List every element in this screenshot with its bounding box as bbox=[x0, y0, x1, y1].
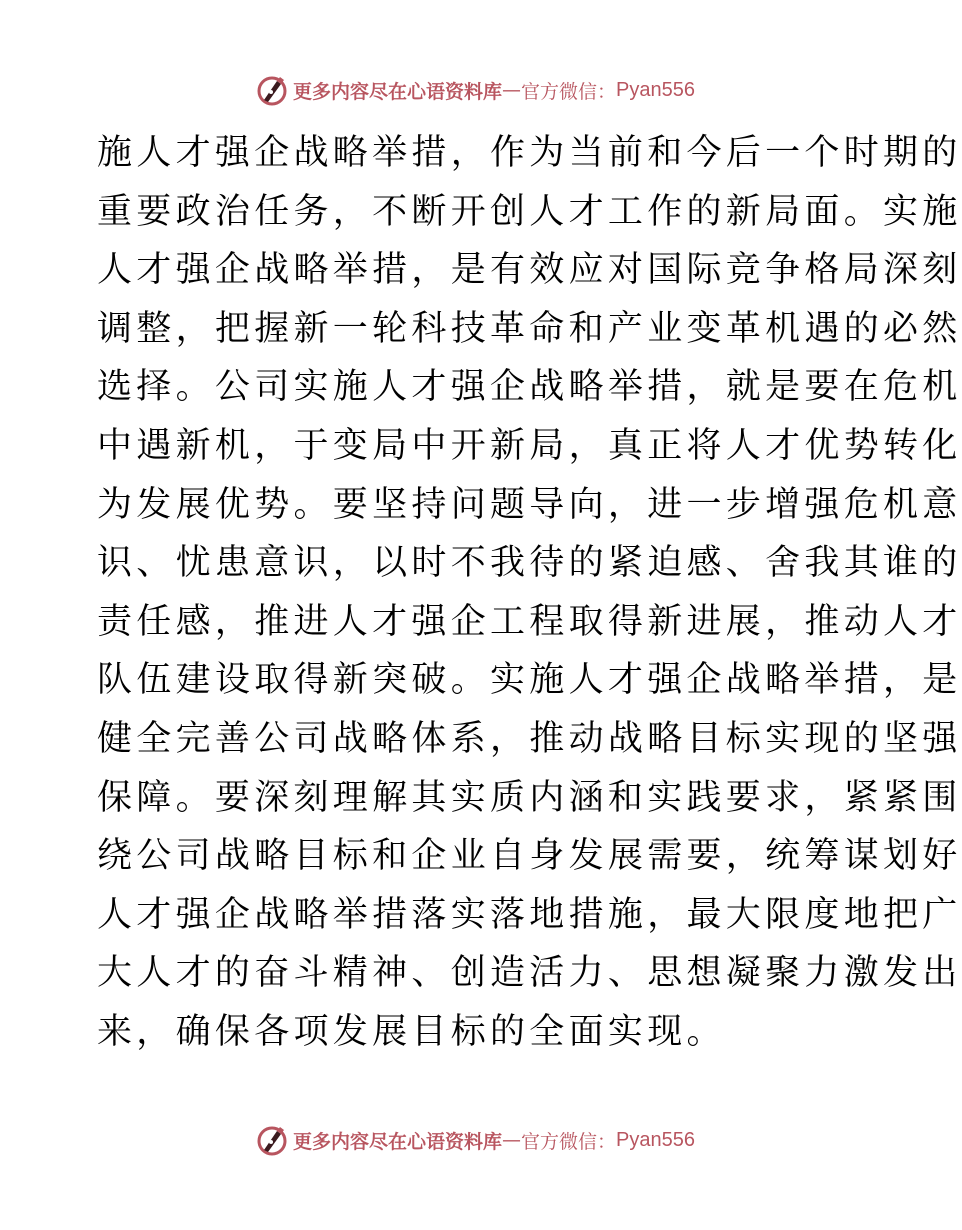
footer-dash: — bbox=[502, 1129, 522, 1151]
header-promo-text: 更多内容尽在心语资料库 bbox=[293, 80, 503, 103]
pen-logo-icon bbox=[255, 1123, 289, 1157]
body-paragraph bbox=[97, 124, 962, 1062]
header-wechat-id: Pyan556 bbox=[616, 78, 695, 101]
footer-promo-text: 更多内容尽在心语资料库 bbox=[293, 1130, 503, 1153]
body-line: 中遇新机，于变局中开新局，真正将人才优势转化 bbox=[97, 425, 962, 466]
header-banner bbox=[0, 70, 950, 110]
body-line: 保障。要深刻理解其实质内涵和实践要求，紧紧围 bbox=[97, 777, 962, 818]
body-line: 为发展优势。要坚持问题导向，进一步增强危机意 bbox=[97, 484, 962, 525]
body-line: 选择。公司实施人才强企战略举措，就是要在危机 bbox=[97, 367, 962, 408]
body-line: 责任感，推进人才强企工程取得新进展，推动人才 bbox=[97, 601, 962, 642]
body-line: 调整，把握新一轮科技革命和产业变革机遇的必然 bbox=[97, 308, 962, 349]
body-line: 大人才的奋斗精神、创造活力、思想凝聚力激发出 bbox=[97, 953, 962, 994]
body-line: 健全完善公司战略体系，推动战略目标实现的坚强 bbox=[97, 718, 962, 759]
body-line: 绕公司战略目标和企业自身发展需要，统筹谋划好 bbox=[97, 836, 962, 877]
footer-wechat-id: Pyan556 bbox=[616, 1128, 695, 1151]
body-line: 识、忧患意识，以时不我待的紧迫感、舍我其谁的 bbox=[97, 543, 962, 584]
body-line: 人才强企战略举措，是有效应对国际竞争格局深刻 bbox=[97, 250, 962, 291]
body-line: 施人才强企战略举措，作为当前和今后一个时期的 bbox=[97, 133, 962, 173]
body-line: 来，确保各项发展目标的全面实现。 bbox=[97, 1011, 726, 1052]
header-wechat-label: 官方微信： bbox=[521, 80, 617, 103]
footer-wechat-label: 官方微信： bbox=[521, 1130, 617, 1153]
footer-banner bbox=[0, 1120, 950, 1160]
body-line: 重要政治任务，不断开创人才工作的新局面。实施 bbox=[97, 191, 962, 232]
body-line: 队伍建设取得新突破。实施人才强企战略举措，是 bbox=[97, 660, 962, 701]
pen-logo-icon bbox=[255, 73, 289, 107]
body-line: 人才强企战略举措落实落地措施，最大限度地把广 bbox=[97, 894, 962, 935]
header-dash: — bbox=[502, 79, 522, 101]
